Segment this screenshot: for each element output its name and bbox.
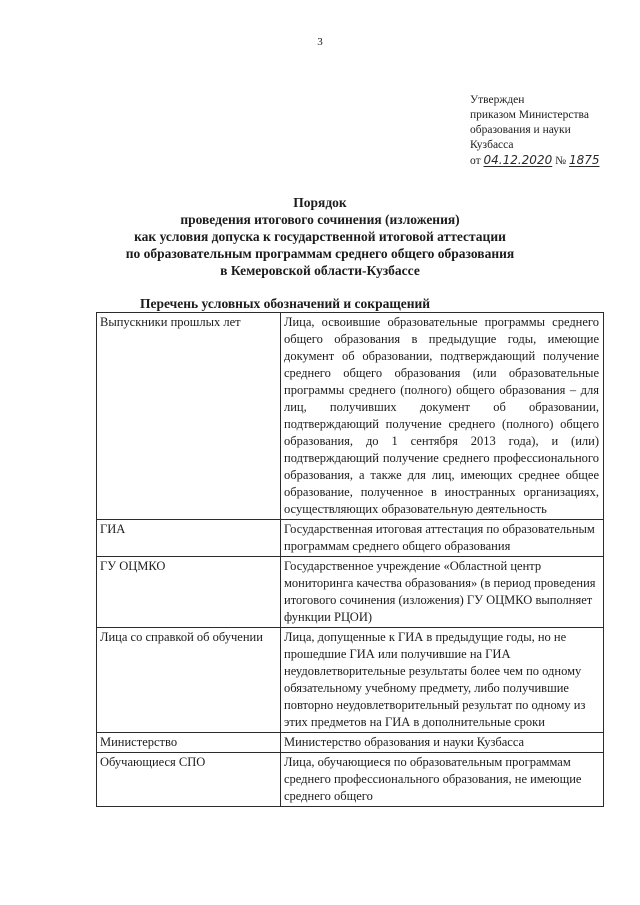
approval-line: Утвержден	[470, 94, 525, 106]
table-row	[97, 628, 604, 733]
term-cell: Выпускники прошлых лет	[97, 313, 281, 520]
term-cell: ГИА	[97, 520, 281, 557]
abbreviations-heading: Перечень условных обозначений и сокращений	[140, 296, 431, 311]
definition-cell: Министерство образования и науки Кузбасса	[281, 733, 604, 753]
abbreviations-table	[96, 312, 604, 807]
term-cell: ГУ ОЦМКО	[97, 557, 281, 628]
table-row	[97, 733, 604, 753]
approval-number-label: №	[555, 155, 567, 167]
approval-line: образования и науки	[470, 124, 571, 136]
definition-cell: Лица, обучающиеся по образовательным программам среднего профессионального образования, не имеющие среднего общего	[281, 753, 604, 807]
title-line: Порядок	[293, 195, 347, 210]
definition-cell: Государственное учреждение «Областной центр мониторинга качества образования» (в период проведения итогового сочинения (изложения) ГУ ОЦМКО выполняет функции РЦОИ)	[281, 557, 604, 628]
page-number: 3	[317, 36, 323, 48]
term-cell: Лица со справкой об обучении	[97, 628, 281, 733]
definition-cell: Лица, освоившие образовательные программы среднего общего образования в предыдущие годы, имеющие документ об образовании, подтверждающий получение среднего общего образования (или образовательные программы среднего (полного) общего образования – для лиц, получивших документ об образовании, подтверждающий получение среднего (полного) общего образования, до 1 сентября 2013 года), и (или) подтверждающий получение среднего профессионального образования, а также для лиц, имеющих среднее общее образование, полученное в иностранных организациях, осуществляющих образовательную деятельность	[281, 313, 604, 520]
table-row	[97, 520, 604, 557]
term-cell: Обучающиеся СПО	[97, 753, 281, 807]
definition-cell: Лица, допущенные к ГИА в предыдущие годы, но не прошедшие ГИА или получившие на ГИА неудовлетворительные результаты более чем по одному обязательному учебному предмету, либо получившие повторно неудовлетворительный результат по одному из этих предметов на ГИА в дополнительные сроки	[281, 628, 604, 733]
term-cell: Министерство	[97, 733, 281, 753]
approval-line: приказом Министерства	[470, 109, 589, 121]
approval-block	[470, 93, 630, 169]
title-line: проведения итогового сочинения (изложения)	[180, 212, 460, 227]
table-row	[97, 313, 604, 520]
title-line: как условия допуска к государственной итоговой аттестации	[134, 229, 506, 244]
document-title	[0, 194, 640, 279]
definition-cell: Государственная итоговая аттестация по образовательным программам среднего общего образования	[281, 520, 604, 557]
title-line: по образовательным программам среднего общего образования	[125, 246, 515, 261]
table-row	[97, 557, 604, 628]
table-row	[97, 753, 604, 807]
approval-line: Кузбасса	[470, 139, 514, 151]
title-line: в Кемеровской области-Кузбассе	[220, 263, 420, 278]
approval-date: 04.12.2020	[483, 153, 553, 167]
approval-from-label: от	[470, 155, 481, 167]
approval-date-line	[470, 153, 630, 169]
approval-number: 1875	[568, 153, 600, 167]
